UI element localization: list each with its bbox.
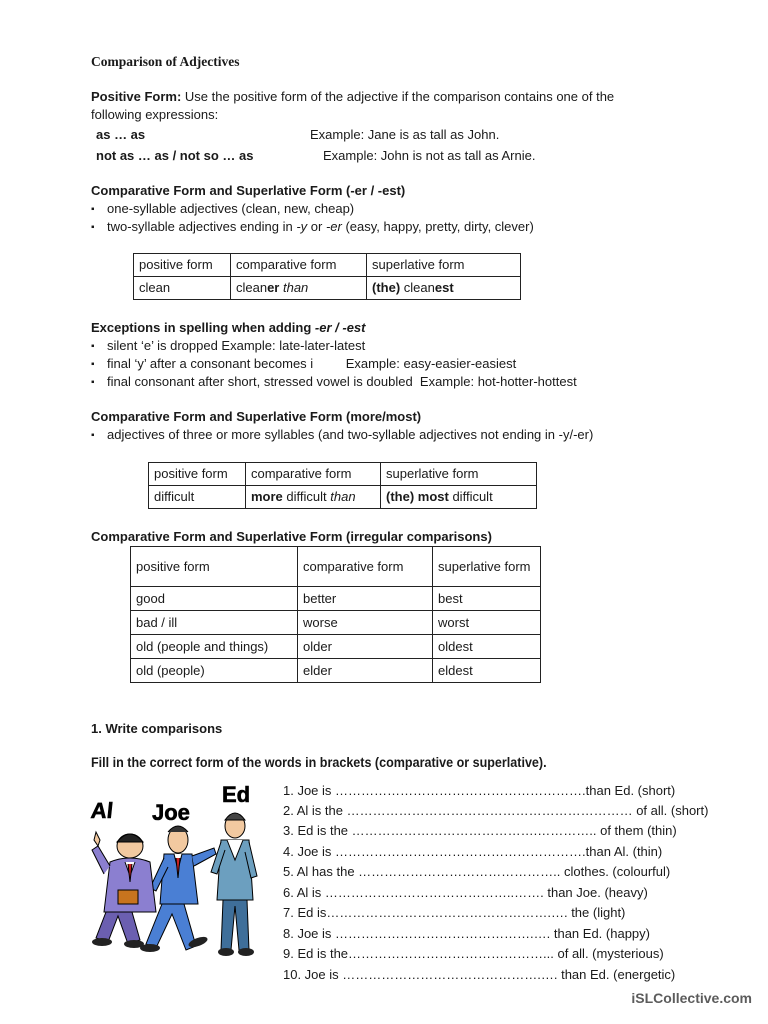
table-cell: comparative form (231, 254, 367, 277)
exception-bullet-3: ▪ final consonant after short, stressed vowel is doubled Example: hot-hotter-hottest (91, 373, 577, 392)
exercise-item: 10. Joe is ……………………………………….…. than Ed. (energetic) (283, 967, 676, 982)
table-cell: difficult (149, 486, 246, 509)
exercise-item: 9. Ed is the………………………………………... of all. (mysterious) (283, 946, 664, 961)
positive-intro (91, 88, 614, 106)
table-cell: (the) most difficult (381, 486, 537, 509)
exercise-item: 2. Al is the ………………………………………………………… of all. (short) (283, 803, 709, 818)
more-most-heading: Comparative Form and Superlative Form (more/most) (91, 409, 422, 424)
table-cell: superlative form (367, 254, 521, 277)
table-cell: positive form (149, 463, 246, 486)
er-est-heading: Comparative Form and Superlative Form (-er / -est) (91, 183, 406, 198)
exercise-item: 6. Al is ……………………………………..……. than Joe. (heavy) (283, 885, 648, 900)
exercise-item: 5. Al has the ……………………………………….. clothes. (colourful) (283, 864, 671, 879)
table-cell: good (131, 587, 298, 611)
irregular-table (130, 546, 541, 683)
expr-not-as: not as … as / not so … as (96, 148, 254, 163)
exercise-item: 1. Joe is ………………………………………………….than Ed. (short) (283, 783, 676, 798)
table-cell: comparative form (246, 463, 381, 486)
table-header-cell: comparative form (298, 547, 433, 587)
er-est-bullet-2: ▪ two-syllable adjectives ending in -y or -er (easy, happy, pretty, dirty, clever) (91, 218, 534, 237)
cartoon-characters-illustration (88, 782, 263, 960)
er-est-table (133, 253, 521, 300)
table-cell: oldest (433, 635, 541, 659)
al-figure (92, 832, 156, 948)
table-row (131, 611, 541, 635)
table-cell: positive form (134, 254, 231, 277)
table-cell: elder (298, 659, 433, 683)
exception-bullet-1: ▪ silent ‘e’ is dropped Example: late-later-latest (91, 337, 365, 356)
table-cell: worse (298, 611, 433, 635)
positive-text-2: following expressions: (91, 107, 219, 122)
exceptions-heading: Exceptions in spelling when adding -er / -est (91, 320, 366, 335)
example-not-as: Example: John is not as tall as Arnie. (323, 148, 536, 163)
table-cell: better (298, 587, 433, 611)
table-row (131, 635, 541, 659)
exception-bullet-2: ▪ final ‘y’ after a consonant becomes i Example: easy-easier-easiest (91, 355, 516, 374)
table-cell: best (433, 587, 541, 611)
exercise-instruction: Fill in the correct form of the words in brackets (comparative or superlative). (91, 755, 547, 770)
site-watermark: iSLCollective.com (631, 990, 752, 1006)
more-most-bullet: ▪ adjectives of three or more syllables (and two-syllable adjectives not ending in -y/-er) (91, 426, 593, 445)
page-title: Comparison of Adjectives (91, 54, 240, 69)
exercise-heading: 1. Write comparisons (91, 721, 223, 736)
table-row (131, 587, 541, 611)
table-cell: cleaner than (231, 277, 367, 300)
expr-as-as: as … as (96, 127, 146, 142)
table-cell: older (298, 635, 433, 659)
table-header-cell: positive form (131, 547, 298, 587)
positive-text: Use the positive form of the adjective if the comparison contains one of the (184, 89, 615, 104)
exercise-item: 7. Ed is…………………………………………….…. the (light) (283, 905, 626, 920)
exercise-item: 4. Joe is ………………………………………………….than Al. (thin) (283, 844, 663, 859)
table-cell: old (people and things) (131, 635, 298, 659)
table-cell: worst (433, 611, 541, 635)
table-cell: superlative form (381, 463, 537, 486)
table-cell: clean (134, 277, 231, 300)
positive-label: Positive Form: (91, 89, 182, 104)
more-most-table (148, 462, 537, 509)
example-as-as: Example: Jane is as tall as John. (310, 127, 500, 142)
ed-figure (211, 813, 257, 956)
table-cell: bad / ill (131, 611, 298, 635)
table-cell: eldest (433, 659, 541, 683)
er-est-bullet-1: ▪ one-syllable adjectives (clean, new, cheap) (91, 200, 354, 219)
irregular-heading: Comparative Form and Superlative Form (irregular comparisons) (91, 529, 492, 544)
table-header-cell: superlative form (433, 547, 541, 587)
label-al: Al (89, 798, 115, 823)
table-cell: old (people) (131, 659, 298, 683)
label-joe: Joe (152, 800, 190, 825)
exercise-item: 3. Ed is the …………………………………….………….. of them (thin) (283, 823, 677, 838)
table-row (131, 659, 541, 683)
table-cell: (the) cleanest (367, 277, 521, 300)
exercise-item: 8. Joe is ……………………………………….…. than Ed. (happy) (283, 926, 650, 941)
table-cell: more difficult than (246, 486, 381, 509)
label-ed: Ed (222, 782, 251, 807)
